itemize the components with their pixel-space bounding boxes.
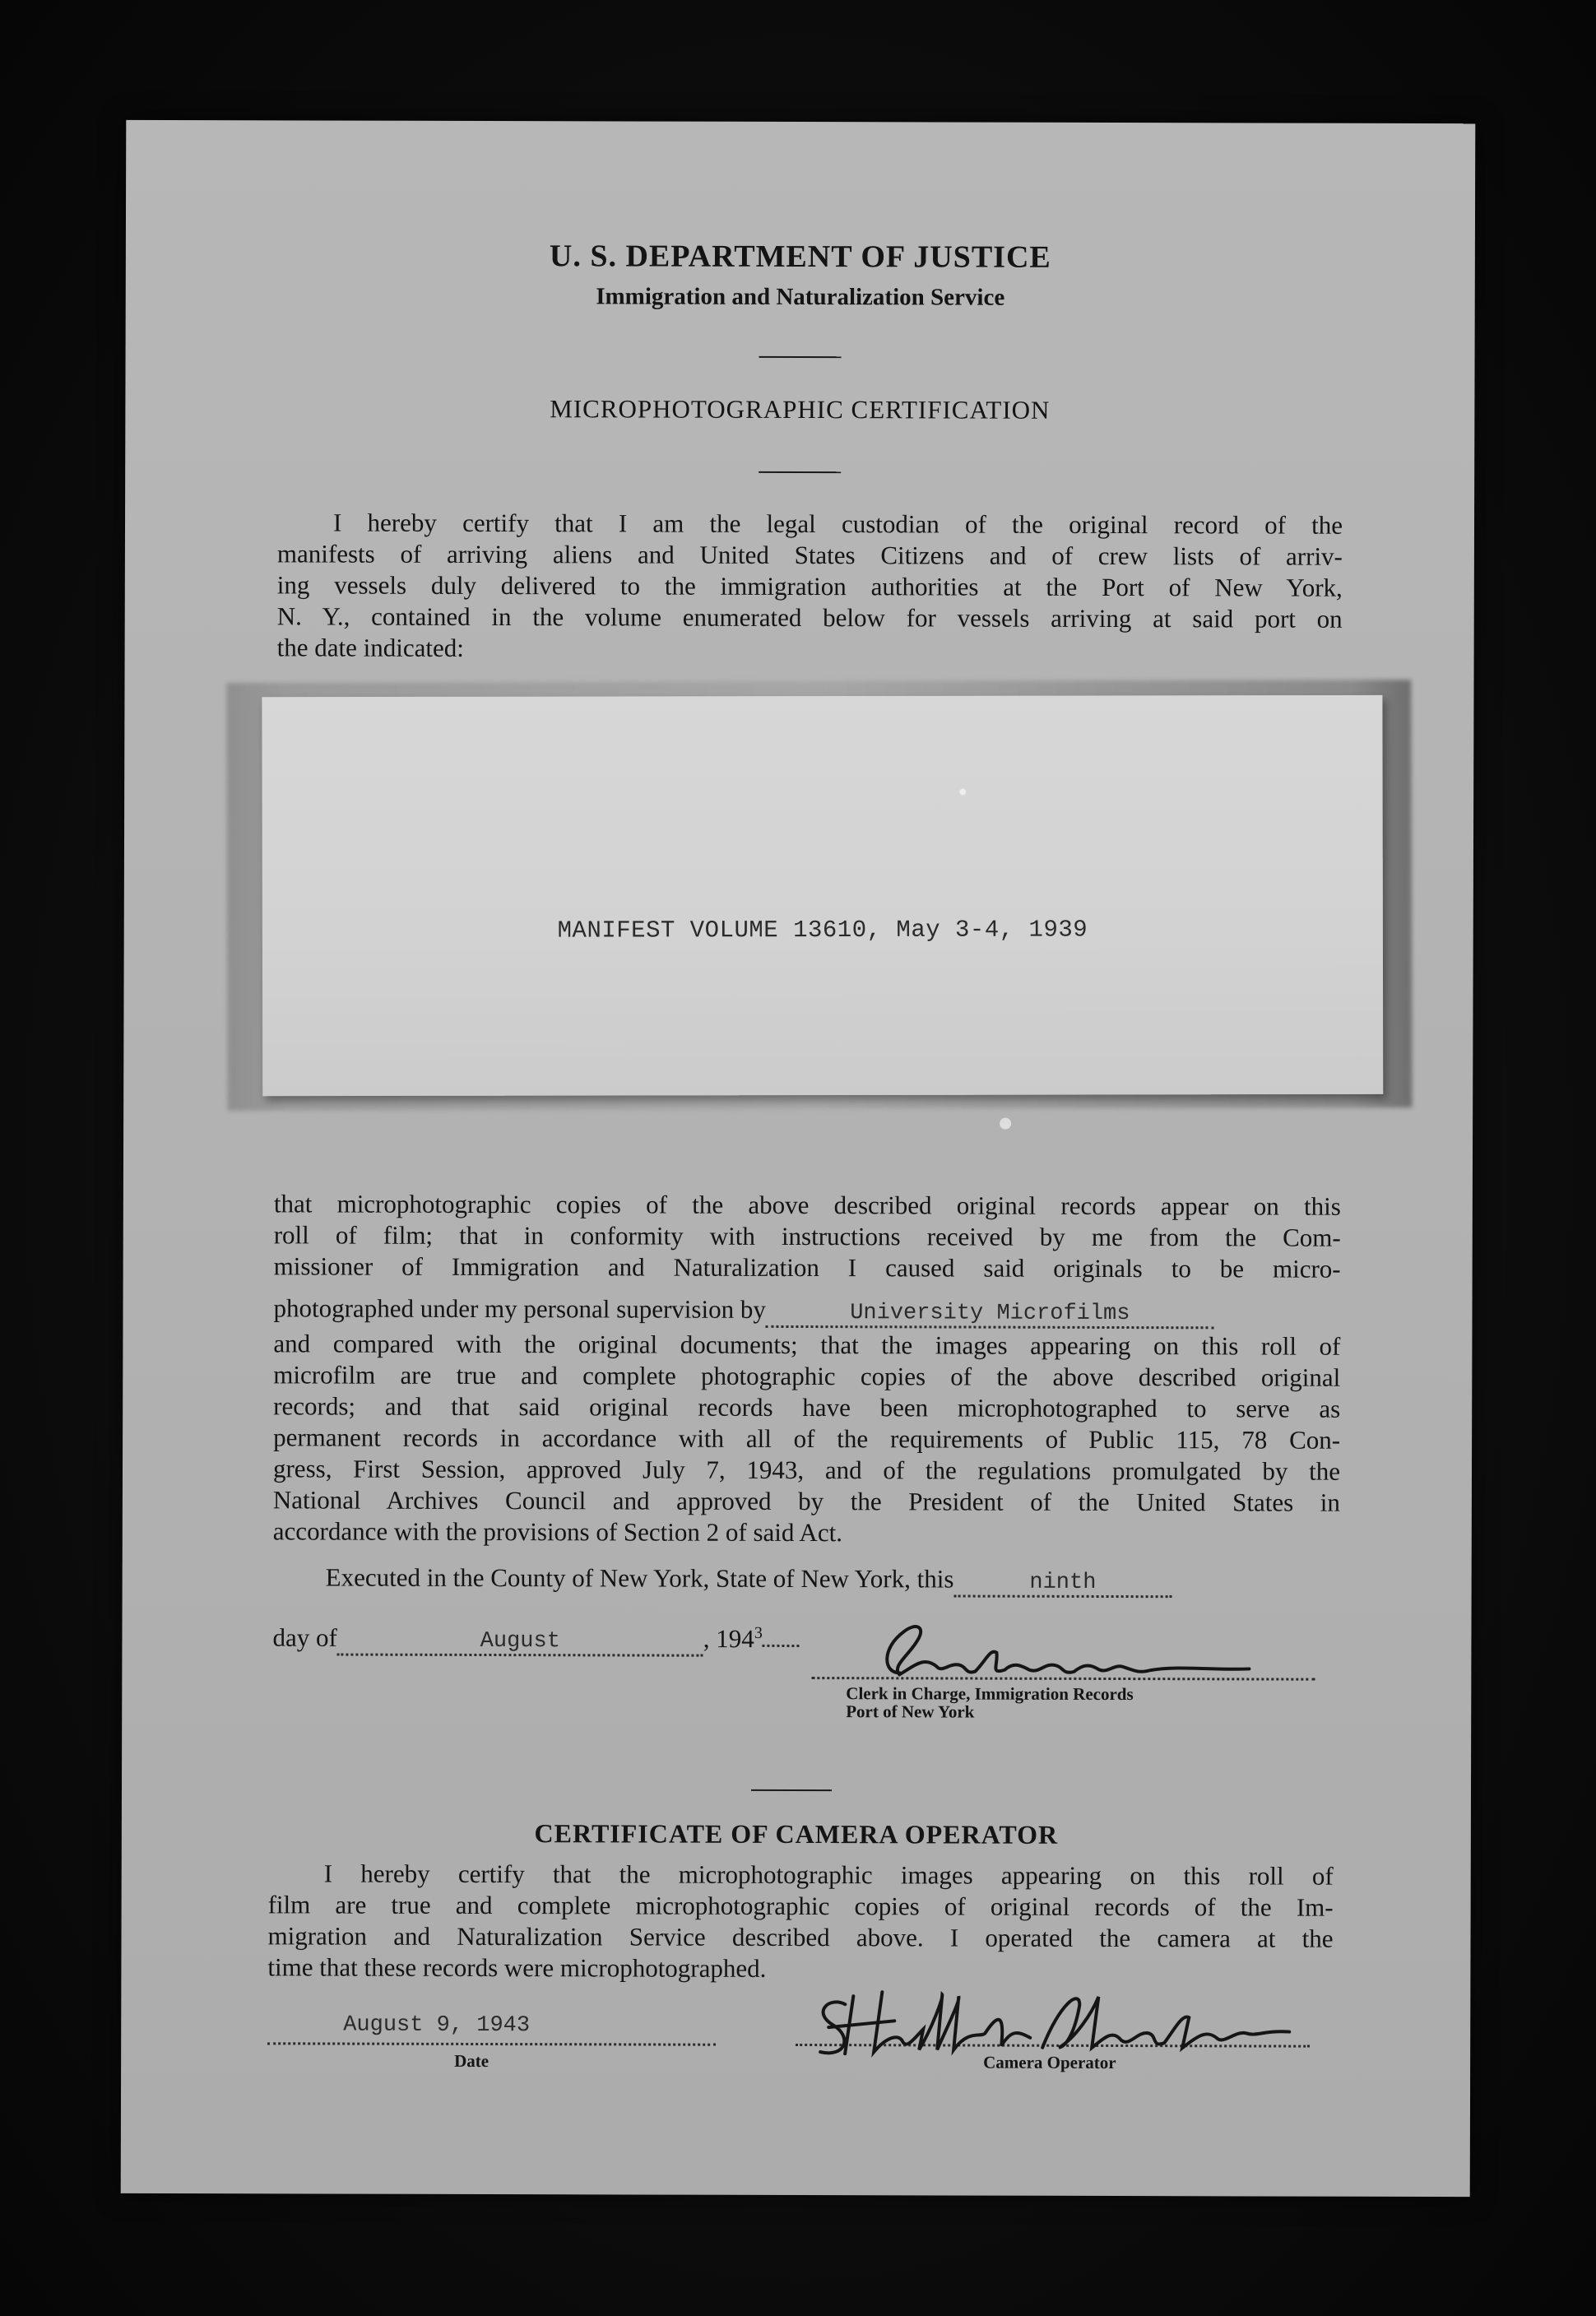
intro-line: manifests of arriving aliens and United States Citizens and of crew lists of arriv- bbox=[276, 539, 1343, 571]
month-value: August bbox=[480, 1629, 560, 1655]
manifest-slip bbox=[262, 695, 1383, 1096]
year-prefix: , 194 bbox=[703, 1624, 754, 1654]
supervision-line bbox=[273, 1293, 1213, 1329]
divider-rule bbox=[759, 471, 841, 473]
certificate-sheet bbox=[121, 120, 1476, 2197]
supervision-fill bbox=[766, 1297, 1214, 1329]
execution-line bbox=[326, 1562, 1172, 1598]
execution-prefix: Executed in the County of New York, State of New York, this bbox=[325, 1562, 954, 1594]
month-fill bbox=[337, 1626, 703, 1657]
service-subtitle: Immigration and Naturalization Service bbox=[596, 283, 1005, 311]
camera-line: migration and Naturalization Service described above. I operated the camera at the bbox=[267, 1921, 1334, 1953]
execution-day-value: ninth bbox=[1029, 1570, 1097, 1595]
body-line: records; and that said original records have been microphotographed to serve as bbox=[273, 1391, 1341, 1423]
intro-line: ing vessels duly delivered to the immigration authorities at the Port of New York, bbox=[276, 570, 1343, 602]
day-of-label: day of bbox=[272, 1622, 337, 1652]
year-fill bbox=[763, 1645, 800, 1647]
body-line: roll of film; that in conformity with instructions received by me from the Com- bbox=[273, 1220, 1341, 1252]
camera-line: time that these records were microphotographed. bbox=[267, 1952, 767, 1983]
body-line: National Archives Council and approved by the President of the United States in bbox=[272, 1485, 1340, 1517]
supervision-prefix: photographed under my personal supervision by bbox=[273, 1293, 766, 1324]
camera-line: film are true and complete microphotographic copies of original records of the Im- bbox=[267, 1890, 1334, 1922]
execution-date-line bbox=[272, 1616, 799, 1657]
intro-line: I hereby certify that I am the legal custodian of the original record of the bbox=[332, 508, 1343, 540]
department-title: U. S. DEPARTMENT OF JUSTICE bbox=[549, 239, 1051, 275]
intro-line: the date indicated: bbox=[276, 633, 464, 662]
film-blemish bbox=[1000, 1118, 1011, 1130]
body-line: and compared with the original documents; that the images appearing on this roll of bbox=[273, 1329, 1341, 1361]
body-line: gress, First Session, approved July 7, 1943, and of the regulations promulgated by the bbox=[272, 1454, 1341, 1486]
date-label: Date bbox=[454, 2050, 489, 2072]
body-line: accordance with the provisions of Section 2 of said Act. bbox=[272, 1516, 843, 1548]
clerk-caption-title: Clerk in Charge, Immigration Records bbox=[846, 1683, 1134, 1705]
intro-line: N. Y., contained in the volume enumerated below for vessels arriving at said port on bbox=[276, 601, 1343, 634]
certification-heading: MICROPHOTOGRAPHIC CERTIFICATION bbox=[550, 394, 1051, 425]
manifest-volume-text: MANIFEST VOLUME 13610, May 3-4, 1939 bbox=[557, 916, 1088, 945]
divider-rule bbox=[759, 356, 842, 358]
body-line: microfilm are true and complete photographic copies of the above described original bbox=[273, 1360, 1341, 1392]
camera-line: I hereby certify that the microphotographic images appearing on this roll of bbox=[323, 1859, 1334, 1891]
year-suffix: 3 bbox=[754, 1623, 763, 1642]
film-blemish bbox=[959, 789, 966, 796]
body-line: missioner of Immigration and Naturalization I caused said originals to be micro- bbox=[273, 1251, 1341, 1283]
clerk-caption-port: Port of New York bbox=[846, 1701, 975, 1722]
camera-operator-heading: CERTIFICATE OF CAMERA OPERATOR bbox=[534, 1818, 1059, 1850]
camera-operator-label: Camera Operator bbox=[983, 2052, 1116, 2073]
execution-day-fill bbox=[953, 1566, 1171, 1598]
divider-rule bbox=[751, 1789, 832, 1791]
date-line bbox=[267, 2042, 716, 2045]
clerk-signature bbox=[866, 1615, 1261, 1690]
body-line: permanent records in accordance with all of the requirements of Public 115, 78 Con- bbox=[273, 1423, 1341, 1455]
camera-date-value: August 9, 1943 bbox=[343, 2012, 531, 2039]
supervisor-typed-value: University Microfilms bbox=[850, 1301, 1130, 1327]
body-line: that microphotographic copies of the above described original records appear on this bbox=[273, 1189, 1341, 1221]
